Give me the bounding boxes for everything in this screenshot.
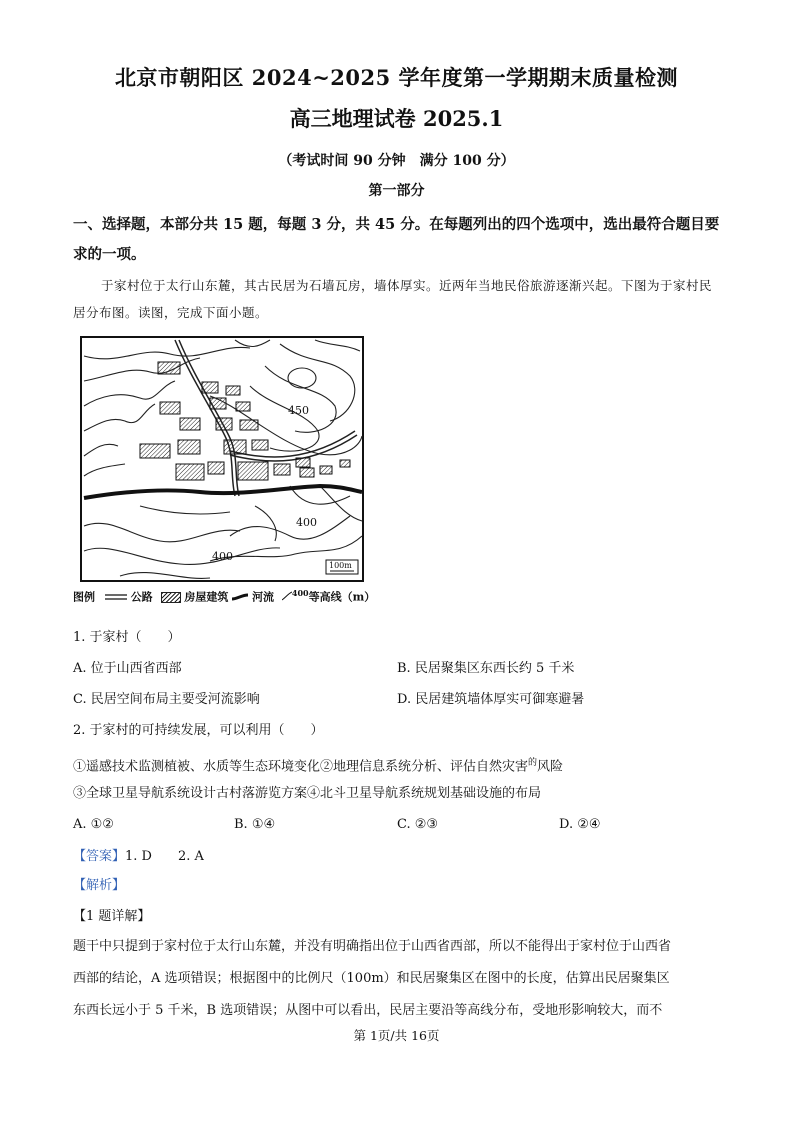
house bbox=[274, 464, 290, 475]
contour-label: 400 bbox=[296, 516, 317, 529]
house-legend-icon bbox=[161, 592, 181, 603]
q2-statement-line1 bbox=[73, 753, 563, 777]
house bbox=[224, 440, 246, 454]
q2-line1-text: ①遥感技术监测植被、水质等生态环境变化②地理信息系统分析、评估自然灾害 bbox=[73, 759, 529, 775]
house bbox=[202, 382, 218, 393]
house bbox=[238, 462, 268, 480]
house bbox=[296, 458, 310, 467]
house bbox=[180, 418, 200, 430]
road-legend-icon bbox=[105, 591, 127, 604]
legend-road: 公路 bbox=[130, 590, 153, 604]
detail-line3: 东西长远小于 5 千米，B 选项错误；从图中可以看出，民居主要沿等高线分布，受地形影响较大，而不 bbox=[73, 1003, 663, 1018]
q1-option-a: A. 位于山西省西部 bbox=[73, 661, 182, 676]
material-intro: 于家村位于太行山东麓，其古民居为石墙瓦房，墙体厚实。近两年当地民俗旅游逐渐兴起。下图为于家村民居分布图。读图，完成下面小题。 bbox=[73, 278, 713, 320]
q1-option-d: D. 民居建筑墙体厚实可御寒避暑 bbox=[397, 692, 585, 707]
answer-text: 1. D 2. A bbox=[125, 849, 204, 864]
q2-line1-small: 的 bbox=[528, 758, 538, 768]
legend-house: 房屋建筑 bbox=[184, 590, 229, 604]
house bbox=[340, 460, 350, 467]
page-number: 第 1页/共 16页 bbox=[353, 1028, 440, 1043]
house bbox=[210, 398, 226, 409]
house bbox=[320, 466, 332, 474]
house bbox=[252, 440, 268, 450]
q2-option-a: A. ①② bbox=[73, 817, 114, 832]
house bbox=[216, 418, 232, 430]
house bbox=[178, 440, 200, 454]
village-map bbox=[80, 336, 364, 582]
house bbox=[208, 462, 224, 474]
q2-line1-tail: 风险 bbox=[537, 759, 564, 775]
map-frame bbox=[81, 337, 363, 581]
house bbox=[300, 468, 314, 477]
q2-statement-line2: ③全球卫星导航系统设计古村落游览方案④北斗卫星导航系统规划基础设施的布局 bbox=[73, 786, 542, 801]
q1-option-c: C. 民居空间布局主要受河流影响 bbox=[73, 692, 260, 707]
q2-option-d: D. ②④ bbox=[559, 817, 601, 832]
river-legend-icon bbox=[232, 591, 248, 604]
house bbox=[240, 420, 258, 430]
q1-stem: 1. 于家村（ ） bbox=[73, 630, 181, 645]
exam-title-line1: 北京市朝阳区 2024~2025 学年度第一学期期末质量检测 bbox=[114, 65, 679, 90]
q2-option-c: C. ②③ bbox=[397, 817, 439, 832]
legend-contour: 等高线（m） bbox=[308, 590, 376, 604]
house bbox=[236, 402, 250, 411]
house bbox=[158, 362, 180, 374]
house bbox=[176, 464, 204, 480]
exam-title-line2: 高三地理试卷 2025.1 bbox=[289, 106, 504, 131]
contour-label: 400 bbox=[212, 550, 233, 563]
q1-option-b: B. 民居聚集区东西长约 5 千米 bbox=[397, 661, 575, 676]
section-heading: 一、选择题，本部分共 15 题，每题 3 分，共 45 分。在每题列出的四个选项中，选出最符合题目要求的一项。 bbox=[73, 216, 720, 263]
part-heading: 第一部分 bbox=[368, 183, 425, 199]
analysis-tag: 【解析】 bbox=[73, 878, 126, 893]
detail-line1: 题干中只提到于家村位于太行山东麓，并没有明确指出位于山西省西部，所以不能得出于家村位于山西省 bbox=[73, 939, 672, 954]
detail-heading: 【1 题详解】 bbox=[73, 909, 151, 924]
legend-prefix: 图例 bbox=[73, 590, 95, 604]
answer-line bbox=[73, 847, 204, 867]
legend-contour-value: 400 bbox=[291, 588, 309, 598]
scale-label: 100m bbox=[329, 561, 352, 570]
map-legend bbox=[73, 588, 375, 605]
contour-map-figure bbox=[80, 336, 364, 582]
detail-line2: 西部的结论，A 选项错误；根据图中的比例尺（100m）和民居聚集区在图中的长度，估算出民居聚集区 bbox=[73, 971, 670, 986]
house bbox=[160, 402, 180, 414]
legend-river: 河流 bbox=[252, 590, 275, 604]
contour-label: 450 bbox=[288, 404, 309, 417]
q2-stem: 2. 于家村的可持续发展，可以利用（ ） bbox=[73, 723, 324, 738]
answer-tag: 【答案】 bbox=[73, 849, 126, 864]
exam-info: （考试时间 90 分钟 满分 100 分） bbox=[278, 153, 515, 169]
contour-legend-icon bbox=[282, 591, 292, 604]
house bbox=[226, 386, 240, 395]
house bbox=[140, 444, 170, 458]
q2-option-b: B. ①④ bbox=[234, 817, 276, 832]
